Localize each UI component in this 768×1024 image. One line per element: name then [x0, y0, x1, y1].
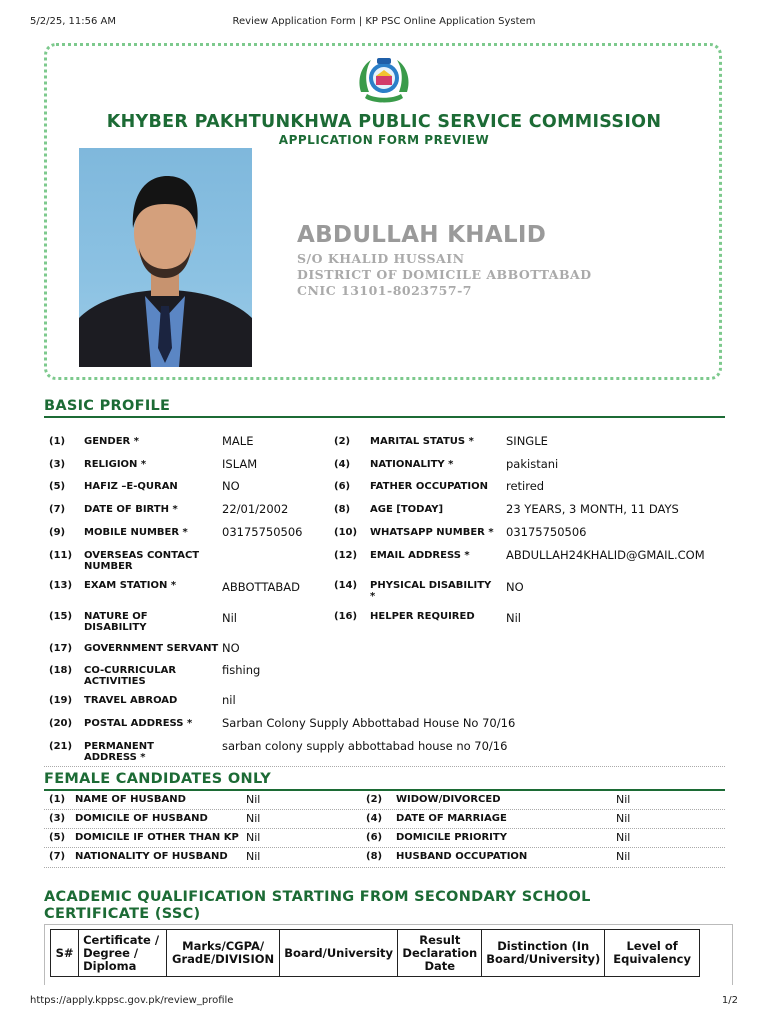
field-value: NO [222, 641, 240, 655]
candidate-cnic: CNIC 13101-8023757-7 [297, 283, 472, 298]
field-label: HUSBAND OCCUPATION [396, 851, 528, 862]
form-subtitle: APPLICATION FORM PREVIEW [278, 133, 490, 147]
field-value: 22/01/2002 [222, 502, 289, 516]
field-value: SINGLE [506, 434, 548, 448]
field-value: Nil [616, 793, 631, 806]
field-value: Nil [222, 611, 237, 625]
field-value: ABBOTTABAD [222, 580, 300, 594]
field-label: AGE [TODAY] [370, 504, 444, 515]
column-header: Distinction (In Board/University) [482, 930, 605, 977]
field-label: RELIGION * [84, 459, 147, 470]
field-value: Nil [616, 831, 631, 844]
field-value: Nil [506, 611, 521, 625]
field-label: MARITAL STATUS * [370, 436, 474, 447]
column-header: Certificate / Degree / Diploma [79, 930, 167, 977]
academic-header-row [51, 930, 700, 977]
field-value: ISLAM [222, 457, 258, 471]
print-timestamp: 5/2/25, 11:56 AM [30, 16, 117, 27]
column-header: Marks/CGPA/ GradE/DIVISION [167, 930, 280, 977]
academic-title-line2: CERTIFICATE (SSC) [44, 906, 201, 922]
kppsc-logo-icon [355, 52, 413, 108]
field-label: WIDOW/DIVORCED [396, 794, 501, 805]
candidate-father: S/O KHALID HUSSAIN [297, 251, 465, 266]
candidate-domicile: DISTRICT OF DOMICILE ABBOTTABAD [297, 267, 592, 282]
field-value: Nil [616, 850, 631, 863]
field-value: fishing [222, 663, 261, 677]
field-label: NATURE OF DISABILITY [84, 611, 148, 633]
column-header: S# [51, 930, 79, 977]
field-label: WHATSAPP NUMBER * [370, 527, 494, 538]
field-label: NATIONALITY OF HUSBAND [75, 851, 228, 862]
field-label: MOBILE NUMBER * [84, 527, 188, 538]
field-value: NO [222, 479, 240, 493]
section-divider [44, 766, 725, 767]
female-row: (3) DOMICILE OF HUSBAND Nil (4) DATE OF MARRIAGE Nil [49, 812, 631, 825]
field-label: DOMICILE IF OTHER THAN KP [75, 832, 239, 843]
field-value: NO [506, 580, 524, 594]
field-label: TRAVEL ABROAD [84, 695, 178, 706]
basic-profile-rule [44, 416, 725, 418]
field-label: PHYSICAL DISABILITY * [370, 580, 492, 602]
field-value: 03175750506 [222, 525, 303, 539]
field-label: DOMICILE OF HUSBAND [75, 813, 208, 824]
field-value: Nil [246, 831, 261, 844]
field-value: Nil [246, 812, 261, 825]
field-value: MALE [222, 434, 254, 448]
column-header: Board/University [279, 930, 397, 977]
academic-title-line1: ACADEMIC QUALIFICATION STARTING FROM SECONDARY SCHOOL [44, 889, 591, 905]
field-value: nil [222, 693, 236, 707]
field-label: DATE OF MARRIAGE [396, 813, 507, 824]
page-url: https://apply.kppsc.gov.pk/review_profile [30, 995, 234, 1006]
field-label: NAME OF HUSBAND [75, 794, 186, 805]
female-candidates-title: FEMALE CANDIDATES ONLY [44, 771, 272, 787]
field-value: Sarban Colony Supply Abbottabad House No 70/16 [222, 716, 516, 730]
field-value: Nil [246, 850, 261, 863]
field-value: Nil [616, 812, 631, 825]
row-divider [44, 867, 725, 868]
candidate-photo [79, 148, 252, 367]
field-label: EMAIL ADDRESS * [370, 550, 470, 561]
basic-profile-title: BASIC PROFILE [44, 398, 171, 414]
female-row: (5) DOMICILE IF OTHER THAN KP Nil (6) DOMICILE PRIORITY Nil [49, 831, 631, 844]
field-label: HAFIZ –E-QURAN [84, 481, 178, 492]
field-value: 23 YEARS, 3 MONTH, 11 DAYS [506, 502, 679, 516]
candidate-name: ABDULLAH KHALID [297, 222, 547, 248]
column-header: Level of Equivalency [605, 930, 700, 977]
column-header: Result Declaration Date [398, 930, 482, 977]
field-label: GENDER * [84, 436, 139, 447]
field-value: Nil [246, 793, 261, 806]
field-label: OVERSEAS CONTACT NUMBER [84, 550, 200, 572]
field-value: 03175750506 [506, 525, 587, 539]
field-label: EXAM STATION * [84, 580, 177, 591]
academic-table [50, 929, 700, 977]
page-count: 1/2 [721, 995, 738, 1006]
print-page-title: Review Application Form | KP PSC Online Application System [232, 16, 536, 27]
field-label: HELPER REQUIRED [370, 611, 475, 622]
field-label: GOVERNMENT SERVANT [84, 643, 219, 654]
field-label: CO-CURRICULAR ACTIVITIES [84, 665, 177, 687]
field-value: sarban colony supply abbottabad house no 70/16 [222, 739, 508, 753]
field-label: DOMICILE PRIORITY [396, 832, 507, 843]
female-row: (7) NATIONALITY OF HUSBAND Nil (8) HUSBAND OCCUPATION Nil [49, 850, 631, 863]
field-label: FATHER OCCUPATION [370, 481, 488, 492]
field-label: DATE OF BIRTH * [84, 504, 178, 515]
field-label: PERMANENT ADDRESS * [84, 741, 154, 763]
field-value: retired [506, 479, 545, 493]
field-value: pakistani [506, 457, 559, 471]
org-title: KHYBER PAKHTUNKHWA PUBLIC SERVICE COMMISSION [106, 112, 662, 132]
female-row: (1) NAME OF HUSBAND Nil (2) WIDOW/DIVORCED Nil [49, 793, 631, 806]
field-value: ABDULLAH24KHALID@GMAIL.COM [506, 548, 705, 562]
field-label: POSTAL ADDRESS * [84, 718, 193, 729]
field-label: NATIONALITY * [370, 459, 454, 470]
